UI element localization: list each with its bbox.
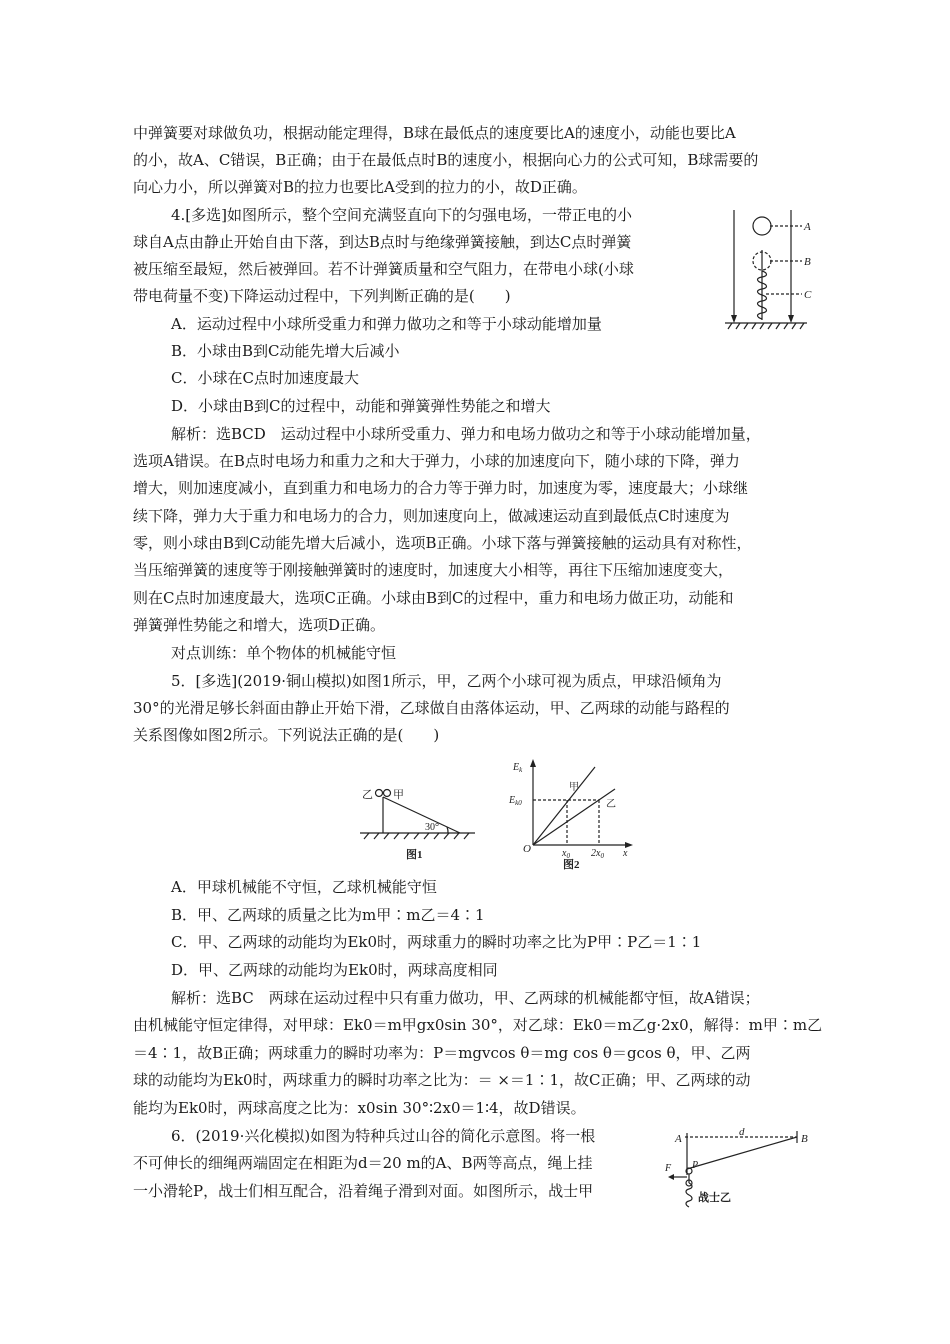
text-line: 30°的光滑足够长斜面由静止开始下滑，乙球做自由落体运动，甲、乙两球的动能与路程的 [133, 699, 730, 717]
text-line: 中弹簧要对球做负功，根据动能定理得，B球在最低点的速度要比A的速度小，动能也要比A [133, 124, 736, 142]
option-d: D．甲、乙两球的动能均为Ek0时，两球高度相同 [171, 961, 498, 979]
label-b: B [804, 256, 811, 268]
origin-label: O [523, 843, 531, 855]
label-f: F [665, 1163, 672, 1174]
soldier-label: 战士乙 [698, 1192, 731, 1204]
question-5-stem: 5．[多选](2019·铜山模拟)如图1所示，甲，乙两个小球可视为质点，甲球沿倾角为 [171, 672, 722, 690]
analysis-line: 能均为Ek0时，两球高度之比为：x0sin 30°∶2x0＝1∶4，故D错误。 [133, 1099, 586, 1117]
analysis-line: 解析：选BCD 运动过程中小球所受重力、弹力和电场力做功之和等于小球动能增加量， [171, 425, 761, 443]
text-line: 关系图像如图2所示。下列说法正确的是( ) [133, 726, 440, 744]
incline-figure-1 [350, 755, 480, 870]
angle-label: 30° [425, 822, 439, 833]
figure-2-caption: 图2 [563, 859, 580, 871]
two-x0-tick-label: $2x_0$ [591, 848, 604, 860]
label-p: P [692, 1160, 699, 1171]
label-d: d [739, 1126, 745, 1138]
option-a: A．甲球机械能不守恒，乙球机械能守恒 [171, 878, 437, 896]
text-line: 向心力小，所以弹簧对B的拉力也要比A受到的拉力的小，故D正确。 [133, 178, 587, 196]
option-d: D．小球由B到C的过程中，动能和弹簧弹性势能之和增大 [171, 397, 551, 415]
label-c: C [804, 289, 812, 301]
x0-tick-label: $x_0$ [562, 848, 570, 860]
text-line: 球自A点由静止开始自由下落，到达B点时与绝缘弹簧接触，到达C点时弹簧 [133, 233, 632, 251]
x-axis-label: x [623, 848, 628, 859]
section-heading: 对点训练：单个物体的机械能守恒 [171, 644, 397, 662]
text-line: 一小滑轮P，战士们相互配合，沿着绳子滑到对面。如图所示，战士甲 [133, 1182, 594, 1200]
label-a: A [675, 1133, 682, 1145]
option-a: A．运动过程中小球所受重力和弹力做功之和等于小球动能增加量 [171, 315, 602, 333]
analysis-line: 增大，则加速度减小，直到重力和电场力的合力等于弹力时，加速度为零，速度最大；小球继 [133, 479, 749, 497]
analysis-line: 则在C点时加速度最大，选项C正确。小球由B到C的过程中，重力和电场力做正功，动能和 [133, 589, 734, 607]
label-yi: 乙 [362, 789, 373, 801]
question-6-stem: 6．(2019·兴化模拟)如图为特种兵过山谷的简化示意图。将一根 [171, 1127, 596, 1145]
analysis-line: 解析：选BC 两球在运动过程中只有重力做功，甲、乙两球的机械能都守恒，故A错误； [171, 989, 760, 1007]
text-line: 不可伸长的细绳两端固定在相距为d＝20 m的A、B两等高点，绳上挂 [133, 1154, 593, 1172]
analysis-line: 由机械能守恒定律得，对甲球：Ek0＝m甲gx0sin 30°，对乙球：Ek0＝m乙g·2x0，解得：m甲∶m乙 [133, 1016, 823, 1034]
line-label-yi: 乙 [606, 799, 616, 810]
text-line: 带电荷量不变)下降运动过程中，下列判断正确的是( ) [133, 287, 511, 305]
option-c: C．小球在C点时加速度最大 [171, 369, 359, 387]
figure-1-caption: 图1 [406, 849, 423, 861]
analysis-line: 零，则小球由B到C动能先增大后减小，选项B正确。小球下落与弹簧接触的运动具有对称性， [133, 534, 752, 552]
label-b: B [801, 1133, 808, 1145]
line-label-jia: 甲 [569, 782, 579, 793]
analysis-line: 选项A错误。在B点时电场力和重力之和大于弹力，小球的加速度向下，随小球的下降，弹力 [133, 452, 740, 470]
analysis-line: 当压缩弹簧的速度等于刚接触弹簧时的速度时，加速度大小相等，再往下压缩加速度变大， [133, 561, 734, 579]
text-line: 被压缩至最短，然后被弹回。若不计弹簧质量和空气阻力，在带电小球(小球 [133, 260, 634, 278]
ek-graph-figure-2 [505, 755, 635, 873]
valley-rope-figure [665, 1125, 815, 1225]
question-4-stem: 4.[多选]如图所示，整个空间充满竖直向下的匀强电场，一带正电的小 [171, 206, 633, 224]
analysis-line: ＝4∶1，故B正确；两球重力的瞬时功率为：P＝mgvcos θ＝mg cos θ＝gcos θ，甲、乙两 [133, 1044, 751, 1062]
text-line: 的小，故A、C错误，B正确；由于在最低点时B的速度小，根据向心力的公式可知，B球需要的 [133, 151, 759, 169]
label-jia: 甲 [393, 789, 404, 801]
analysis-line: 球的动能均为Ek0时，两球重力的瞬时功率之比为：＝ ×＝1∶1，故C正确；甲、乙两球的动 [133, 1071, 751, 1089]
option-c: C．甲、乙两球的动能均为Ek0时，两球重力的瞬时功率之比为P甲∶P乙＝1∶1 [171, 933, 702, 951]
option-b: B．甲、乙两球的质量之比为m甲∶m乙＝4∶1 [171, 906, 485, 924]
option-b: B．小球由B到C动能先增大后减小 [171, 342, 400, 360]
label-a: A [804, 221, 811, 233]
spring-field-figure [722, 205, 812, 335]
analysis-line: 续下降，弹力大于重力和电场力的合力，则加速度向上，做减速运动直到最低点C时速度为 [133, 507, 730, 525]
y-axis-label: $E_k$ [513, 762, 523, 774]
analysis-line: 弹簧弹性势能之和增大，选项D正确。 [133, 616, 386, 634]
ek0-tick-label: $E_{k0}$ [509, 795, 522, 807]
